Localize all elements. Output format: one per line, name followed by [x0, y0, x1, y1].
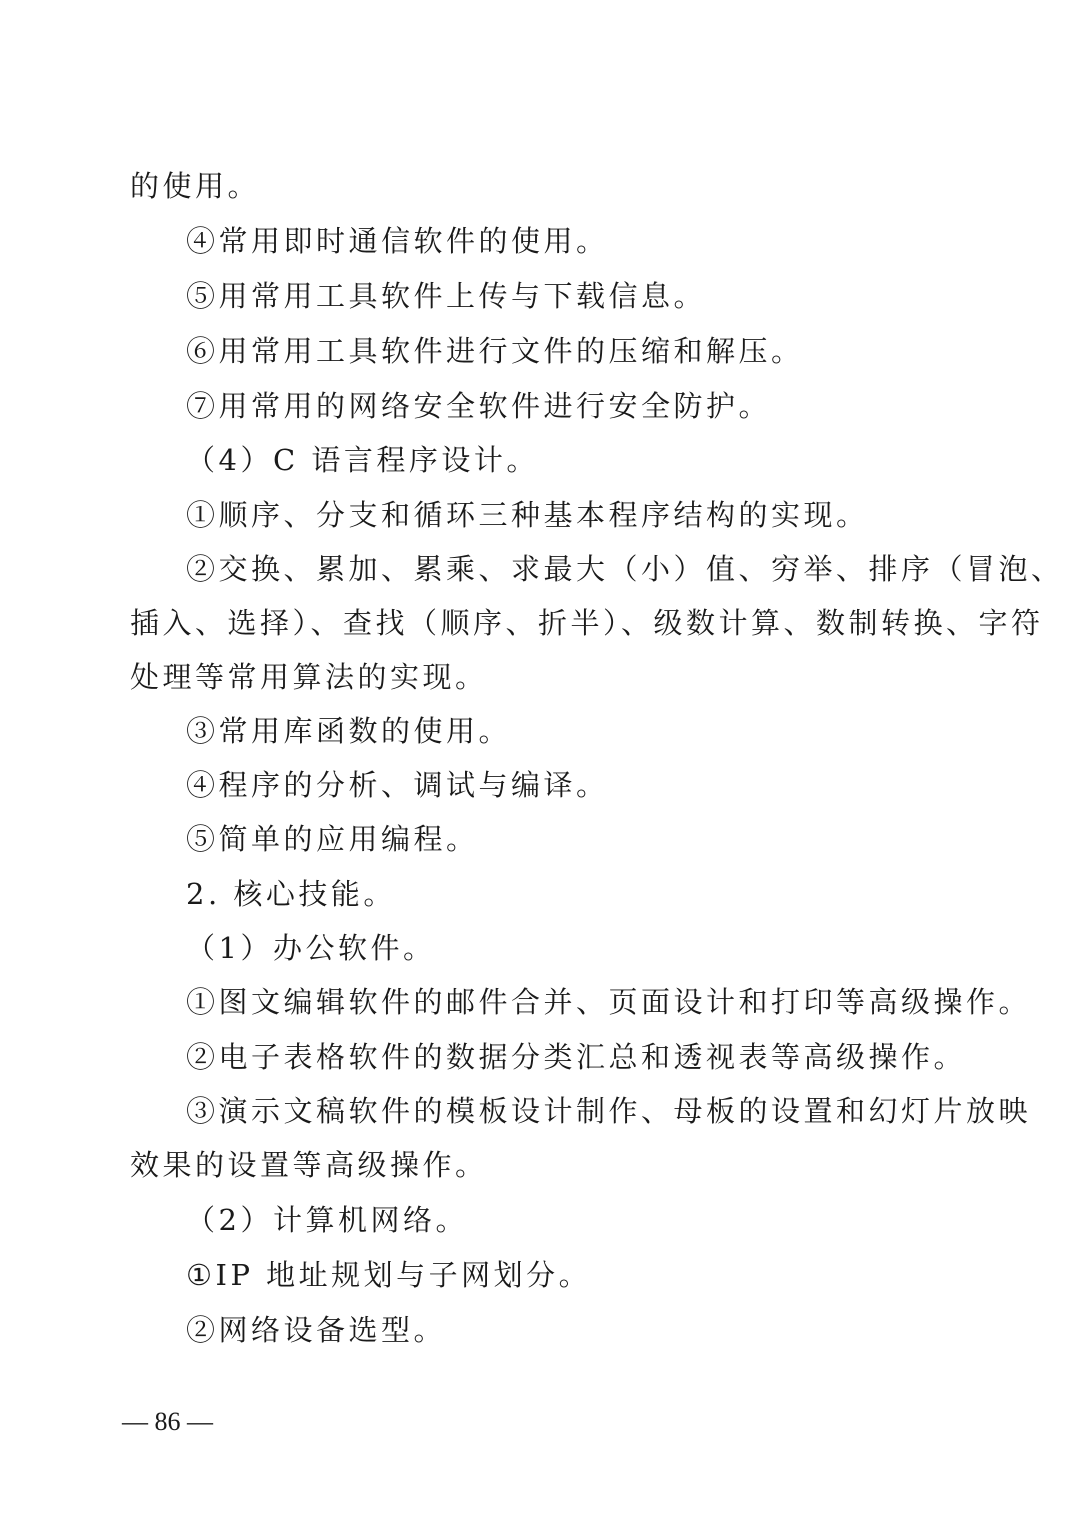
- text-line: 效果的设置等高级操作。: [130, 1148, 488, 1182]
- text-line: ①图文编辑软件的邮件合并、页面设计和打印等高级操作。: [186, 985, 1032, 1019]
- text-line: ④程序的分析、调试与编译。: [186, 768, 609, 802]
- text-line: ①IP 地址规划与子网划分。: [186, 1258, 592, 1292]
- text-line: ⑥用常用工具软件进行文件的压缩和解压。: [186, 334, 804, 368]
- text-line: ②电子表格软件的数据分类汇总和透视表等高级操作。: [186, 1040, 967, 1074]
- text-line: ②网络设备选型。: [186, 1313, 447, 1347]
- text-line: ⑤用常用工具软件上传与下载信息。: [186, 279, 707, 313]
- text-line: 的使用。: [130, 169, 261, 203]
- text-line: 处理等常用算法的实现。: [130, 660, 488, 694]
- text-line: ③演示文稿软件的模板设计制作、母板的设置和幻灯片放映: [186, 1094, 1032, 1128]
- text-line: ③常用库函数的使用。: [186, 714, 512, 748]
- text-line: ⑤简单的应用编程。: [186, 822, 479, 856]
- section-heading: （4）C 语言程序设计。: [186, 443, 539, 477]
- text-line: ①顺序、分支和循环三种基本程序结构的实现。: [186, 498, 869, 532]
- section-heading: （2）计算机网络。: [186, 1203, 468, 1237]
- section-heading: 2. 核心技能。: [186, 877, 396, 911]
- text-line: ⑦用常用的网络安全软件进行安全防护。: [186, 389, 772, 423]
- text-line: ④常用即时通信软件的使用。: [186, 224, 609, 258]
- page-number: — 86 —: [122, 1407, 213, 1436]
- text-line: ②交换、累加、累乘、求最大（小）值、穷举、排序（冒泡、: [186, 552, 1064, 586]
- section-heading: （1）办公软件。: [186, 931, 436, 965]
- text-line: 插入、选择）、查找（顺序、折半）、级数计算、数制转换、字符: [130, 606, 1044, 640]
